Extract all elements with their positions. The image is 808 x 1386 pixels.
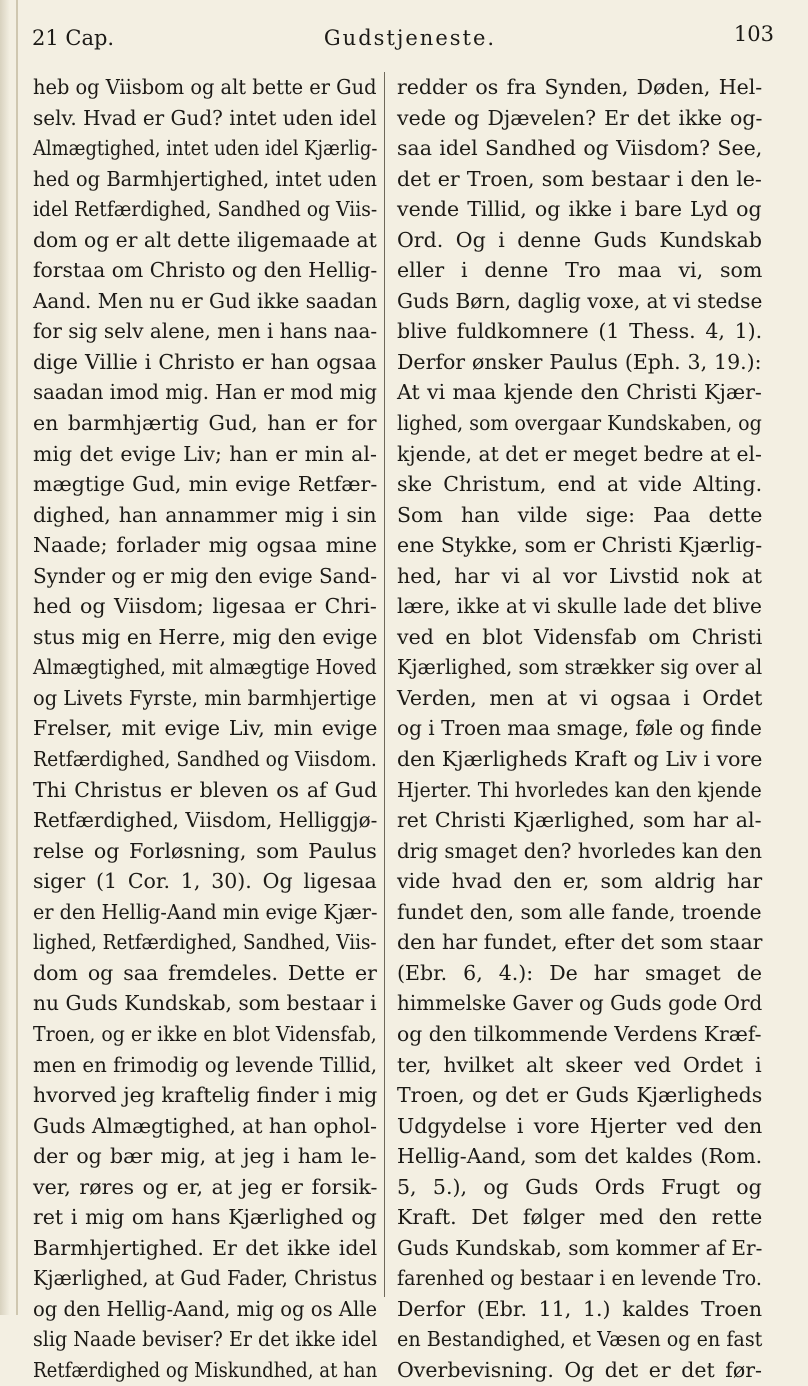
text-line: Derfor ønsker Paulus (Eph. 3, 19.): (397, 349, 762, 374)
text-line: lighed, som overgaar Kundskaben, og (397, 411, 762, 436)
text-line: Frelser, mit evige Liv, min evige (33, 716, 378, 741)
text-line: Guds Børn, daglig voxe, at vi stedse (397, 288, 763, 313)
text-line: ene Stykke, som er Christi Kjærlig- (397, 533, 763, 558)
text-line: Synder og er mig den evige Sand- (33, 563, 377, 588)
text-line: Udgydelse i vore Hjerter ved den (397, 1113, 763, 1138)
column-divider (384, 72, 385, 1297)
text-line: Guds Almægtighed, at han ophol- (33, 1113, 377, 1138)
text-line: Guds Kundskab, som kommer af Er- (397, 1235, 763, 1260)
text-line: Hjerter. Thi hvorledes kan den kjende (397, 777, 762, 802)
text-line: Troen, og det er Guds Kjærligheds (397, 1083, 763, 1108)
text-line: stus mig en Herre, mig den evige (33, 624, 378, 649)
text-line: hvorved jeg kraftelig finder i mig (33, 1083, 378, 1108)
text-line: Derfor (Ebr. 11, 1.) kaldes Troen (397, 1296, 763, 1321)
chapter-label: 21 Cap. (32, 26, 115, 50)
text-line: relse og Forløsning, som Paulus (33, 838, 377, 863)
text-line: slig Naade beviser? Er det ikke idel (33, 1327, 378, 1352)
text-line: den Kjærligheds Kraft og Liv i vore (397, 747, 763, 772)
text-line: ske Christum, end at vide Alting. (397, 472, 763, 497)
page-number: 103 (733, 22, 774, 46)
text-line: Kraft. Det følger med den rette (397, 1205, 763, 1230)
text-line: saadan imod mig. Han er mod mig (33, 380, 377, 405)
text-line: Naade; forlader mig ogsaa mine (33, 533, 378, 558)
text-line: nu Guds Kundskab, som bestaar i (33, 991, 377, 1016)
text-line: for sig selv alene, men i hans naa- (33, 319, 378, 344)
text-line: himmelske Gaver og Guds gode Ord (397, 991, 763, 1016)
running-head (32, 22, 788, 58)
text-line: fundet den, som alle fande, troende (397, 899, 762, 924)
text-line: Kjærlighed, at Gud Fader, Christus (33, 1266, 378, 1291)
text-line: Overbevisning. Og det er det før- (397, 1357, 762, 1382)
text-line: farenhed og bestaar i en levende Tro. (397, 1266, 762, 1291)
text-line: en Bestandighed, et Væsen og en fast (397, 1327, 763, 1352)
text-line: mig det evige Liv; han er min al- (33, 441, 377, 466)
text-line: ved en blot Vidensfab om Christi (397, 624, 763, 649)
text-line: Almægtighed, mit almægtige Hoved (33, 655, 377, 680)
text-line: Ord. Og i denne Guds Kundskab (397, 227, 763, 252)
left-text-column (33, 72, 378, 1382)
text-line: idel Retfærdighed, Sandhed og Viis- (33, 197, 378, 222)
text-line: hed og Viisdom; ligesaa er Chri- (33, 594, 377, 619)
text-line: en barmhjærtig Gud, han er for (33, 411, 377, 436)
text-line: blive fuldkomnere (1 Thess. 4, 1). (397, 319, 763, 344)
text-line: dom og er alt dette iligemaade at (33, 227, 377, 252)
text-line: forstaa om Christo og den Hellig- (33, 258, 378, 283)
text-line: lighed, Retfærdighed, Sandhed, Viis- (33, 930, 377, 955)
text-line: eller i denne Tro maa vi, som (397, 258, 763, 283)
text-line: Retfærdighed, Viisdom, Helliggjø- (33, 808, 378, 833)
page-edge (0, 0, 10, 1315)
text-line: ter, hvilket alt skeer ved Ordet i (397, 1052, 762, 1077)
text-line: Retfærdighed og Miskundhed, at han (33, 1357, 378, 1382)
text-line: Aand. Men nu er Gud ikke saadan (33, 288, 378, 313)
text-line: hed og Barmhjertighed, intet uden (33, 166, 377, 191)
text-line: (Ebr. 6, 4.): De har smaget de (397, 960, 762, 985)
text-line: lære, ikke at vi skulle lade det blive (397, 594, 762, 619)
text-line: saa idel Sandhed og Viisdom? See, (397, 136, 763, 161)
text-line: selv. Hvad er Gud? intet uden idel (33, 105, 377, 130)
text-line: men en frimodig og levende Tillid, (33, 1052, 378, 1077)
text-line: Hellig-Aand, som det kaldes (Rom. (397, 1144, 763, 1169)
text-line: kjende, at det er meget bedre at el- (397, 441, 762, 466)
right-text-column (397, 72, 763, 1382)
text-line: vede og Djævelen? Er det ikke og- (397, 105, 763, 130)
text-line: Troen, og er ikke en blot Vidensfab, (33, 1021, 377, 1046)
text-line: dighed, han annammer mig i sin (33, 502, 377, 527)
text-line: og Livets Fyrste, min barmhjertige (33, 685, 377, 710)
text-line: og den Hellig-Aand, mig og os Alle (33, 1296, 378, 1321)
text-line: Almægtighed, intet uden idel Kjærlig- (33, 136, 378, 161)
text-line: er den Hellig-Aand min evige Kjær- (33, 899, 378, 924)
text-line: og den tilkommende Verdens Kræf- (397, 1021, 762, 1046)
text-line: dige Villie i Christo er han ogsaa (33, 349, 377, 374)
text-line: Kjærlighed, som strækker sig over al (397, 655, 763, 680)
text-line: ret Christi Kjærlighed, som har al- (397, 808, 762, 833)
text-line: Som han vilde sige: Paa dette (397, 502, 763, 527)
text-line: Thi Christus er bleven os af Gud (33, 777, 378, 802)
text-line: heb og Viisbom og alt bette er Gud (33, 75, 377, 99)
text-line: hed, har vi al vor Livstid nok at (397, 563, 763, 588)
section-title: Gudstjeneste. (323, 26, 497, 50)
text-line: mægtige Gud, min evige Retfær- (33, 472, 378, 497)
text-line: Verden, men at vi ogsaa i Ordet (397, 685, 763, 710)
text-line: dom og saa fremdeles. Dette er (33, 960, 377, 985)
text-line: Retfærdighed, Sandhed og Viisdom. (33, 747, 377, 772)
text-line: ver, røres og er, at jeg er forsik- (33, 1174, 378, 1199)
text-line: ret i mig om hans Kjærlighed og (33, 1205, 377, 1230)
text-line: Barmhjertighed. Er det ikke idel (33, 1235, 378, 1260)
text-line: drig smaget den? hvorledes kan den (397, 838, 762, 863)
text-line: det er Troen, som bestaar i den le- (397, 166, 762, 191)
text-line: og i Troen maa smage, føle og finde (397, 716, 762, 741)
text-line: 5, 5.), og Guds Ords Frugt og (397, 1174, 762, 1199)
text-line: At vi maa kjende den Christi Kjær- (397, 380, 762, 405)
text-line: vende Tillid, og ikke i bare Lyd og (397, 197, 762, 222)
text-line: siger (1 Cor. 1, 30). Og ligesaa (33, 869, 377, 894)
text-line: der og bær mig, at jeg i ham le- (33, 1144, 377, 1169)
binding-gutter-line (16, 0, 18, 1315)
text-line: den har fundet, efter det som staar (397, 930, 763, 955)
text-line: vide hvad den er, som aldrig har (397, 869, 763, 894)
text-line: redder os fra Synden, Døden, Hel- (397, 75, 763, 99)
